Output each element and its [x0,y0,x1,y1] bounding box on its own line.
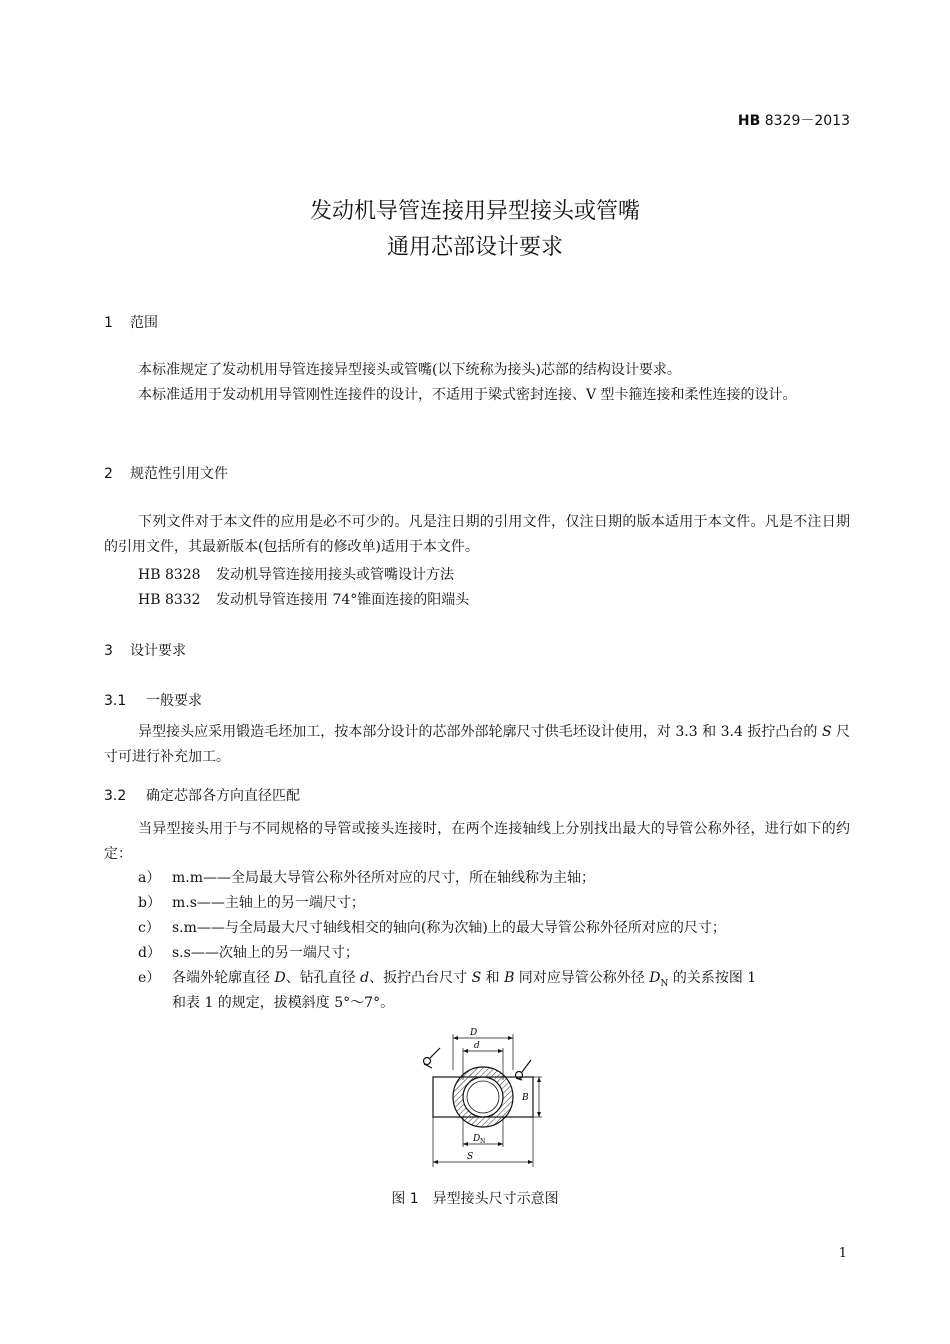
dimension-D-label: D [470,1028,478,1038]
section-2-heading: 2 规范性引用文件 [104,466,228,482]
section-3-heading: 3 设计要求 [104,643,186,659]
fitting-dimension-diagram [410,1022,550,1172]
list-item: b） m.s——主轴上的另一端尺寸； [138,895,365,911]
section-3-2-paragraph: 当异型接头用于与不同规格的导管或接头连接时，在两个连接轴线上分别找出最大的导管公称外径，进行如下的约定： [104,821,850,862]
standard-code: HB 8329－2013 [737,113,850,129]
reference-item: HB 8332 发动机导管连接用 74°锥面连接的阳端头 [138,592,470,608]
section-1-paragraph-2: 本标准适用于发动机用导管刚性连接件的设计，不适用于梁式密封连接、V 型卡箍连接和柔性连接的设计。 [138,387,797,403]
list-item-e: e） 各端外轮廓直径 D、钻孔直径 d、扳拧凸台尺寸 S 和 B 同对应导管公称外径 $D_N$ 的关系按图 1 [138,970,757,989]
bore [463,1077,503,1117]
document-title-line1: 发动机导管连接用异型接头或管嘴 [309,199,640,224]
dimension-DN-label: D [473,1134,481,1144]
list-item: d） s.s——次轴上的另一端尺寸； [138,945,359,961]
dimension-d-label: d [474,1041,480,1051]
list-item-e-continuation: 和表 1 的规定，拔模斜度 5°～7°。 [172,995,395,1011]
section-1-paragraph-1: 本标准规定了发动机用导管连接异型接头或管嘴(以下统称为接头)芯部的结构设计要求。 [138,362,681,378]
section-2-paragraph-1: 下列文件对于本文件的应用是必不可少的。凡是注日期的引用文件，仅注日期的版本适用于本文件。凡是不注日期的引用文件，其最新版本(包括所有的修改单)适用于本文件。 [104,514,850,555]
reference-item: HB 8328 发动机导管连接用接头或管嘴设计方法 [138,567,454,583]
section-3-1-paragraph: 异型接头应采用锻造毛坯加工，按本部分设计的芯部外部轮廓尺寸供毛坯设计使用，对 3.3 和 3.4 扳拧凸台的 S 尺寸可进行补充加工。 [104,724,851,765]
figure-caption: 图 1 异型接头尺寸示意图 [391,1191,559,1207]
document-title-line2: 通用芯部设计要求 [386,235,563,260]
section-3-2-heading: 3.2 确定芯部各方向直径匹配 [104,788,300,804]
dimension-S-label: S [467,1152,474,1162]
section-1-heading: 1 范围 [104,315,158,331]
page-number: 1 [838,1246,847,1261]
surface-finish-symbol-left [424,1048,441,1068]
dimension-B-label: B [522,1093,529,1103]
svg-text:N: N [480,1138,486,1145]
list-item: c） s.m——与全局最大尺寸轴线相交的轴向(称为次轴)上的最大导管公称外径所对应的尺寸； [138,920,726,936]
section-3-1-heading: 3.1 一般要求 [104,693,202,709]
list-item: a） m.m——全局最大导管公称外径所对应的尺寸，所在轴线称为主轴； [138,870,595,886]
